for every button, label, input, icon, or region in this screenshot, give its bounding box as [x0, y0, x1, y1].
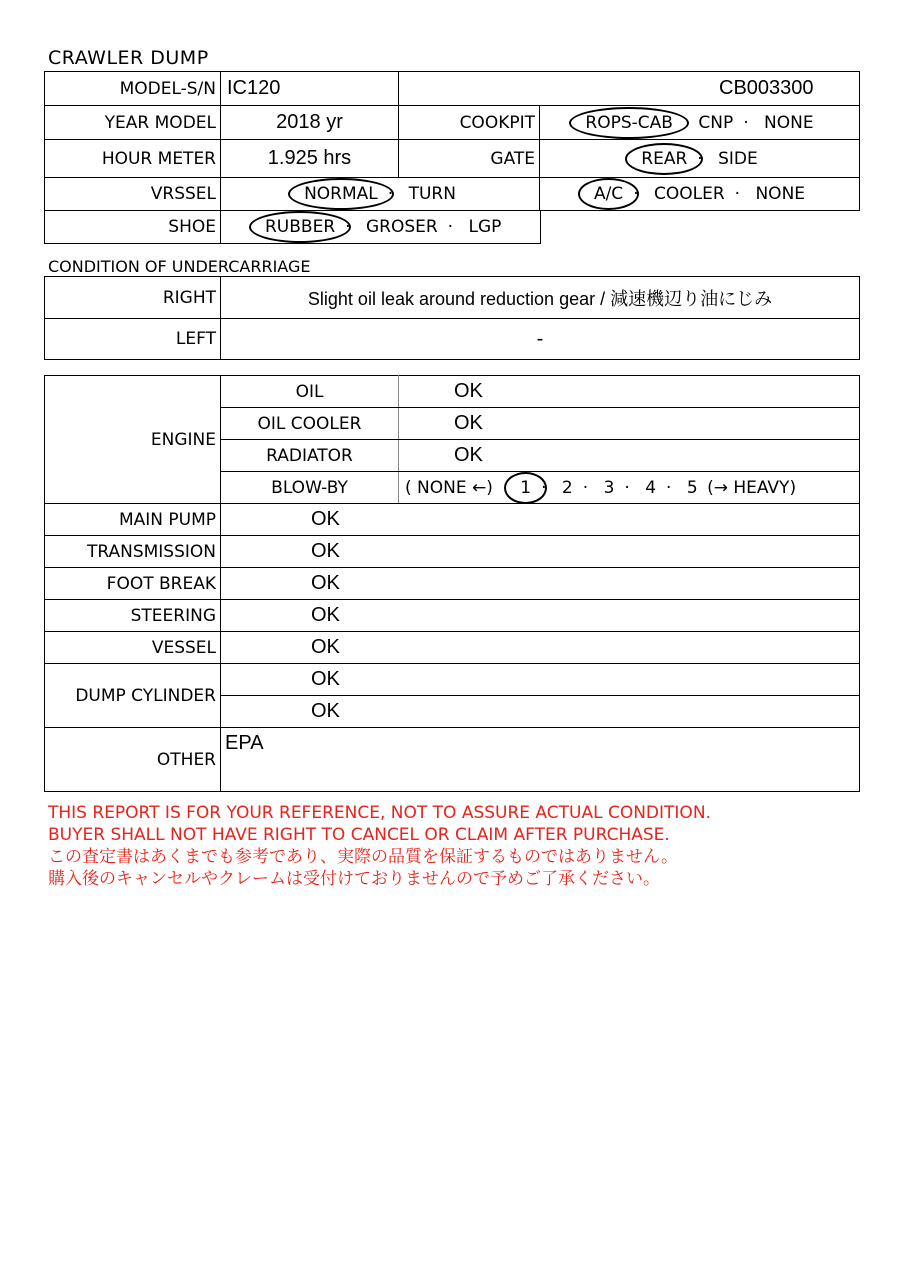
serial-value: CB003300 — [399, 72, 860, 106]
year-value: 2018 yr — [221, 106, 399, 140]
aircon-option-selected: A/C — [590, 184, 627, 204]
cockpit-option: NONE — [764, 112, 814, 133]
blowby-left: ( NONE ←) — [405, 477, 493, 498]
other-label: OTHER — [45, 728, 221, 792]
other-value: EPA — [221, 728, 860, 792]
cockpit-option-selected: ROPS-CAB — [581, 113, 677, 133]
inspection-table — [44, 375, 860, 792]
vessel-value: OK — [221, 632, 860, 664]
engine-label: ENGINE — [45, 376, 221, 504]
disclaimer-line: BUYER SHALL NOT HAVE RIGHT TO CANCEL OR CLAIM AFTER PURCHASE. — [48, 825, 670, 845]
aircon-option: NONE — [755, 184, 806, 204]
shoe-option: GROSER — [365, 217, 438, 237]
disclaimer-line: THIS REPORT IS FOR YOUR REFERENCE, NOT TO ASSURE ACTUAL CONDITION. — [48, 803, 711, 823]
aircon-option: COOLER — [654, 184, 725, 204]
cockpit-label: COOKPIT — [399, 106, 540, 140]
hour-meter-value: 1.925 hrs — [221, 140, 399, 178]
blowby-label: BLOW-BY — [221, 472, 399, 504]
model-label: MODEL-S/N — [45, 72, 221, 106]
report-title: CRAWLER DUMP — [48, 47, 209, 69]
shoe-option: LGP — [468, 217, 502, 237]
vessel-label: VESSEL — [45, 632, 221, 664]
steering-value: OK — [221, 600, 860, 632]
gate-options: REAR · SIDE — [540, 140, 860, 178]
oil-cooler-value: OK — [399, 408, 860, 440]
oil-label: OIL — [221, 376, 399, 408]
shoe-label: SHOE — [45, 211, 221, 244]
foot-break-label: FOOT BREAK — [45, 568, 221, 600]
oil-value: OK — [399, 376, 860, 408]
left-value: - — [221, 319, 860, 360]
cockpit-options: ROPS-CAB CNP · NONE — [540, 106, 860, 140]
vessel-type-label: VRSSEL — [45, 178, 221, 211]
disclaimer-line: この査定書はあくまでも参考であり、実際の品質を保証するものではありません。 — [48, 847, 679, 867]
machine-info-table — [44, 71, 860, 211]
right-value: Slight oil leak around reduction gear / 減速機辺り油にじみ — [221, 277, 860, 319]
left-label: LEFT — [45, 319, 221, 360]
blowby-scale: ( NONE ←) 1 · 2 · 3 · 4 · 5 (→ HEAVY) — [399, 472, 860, 504]
vessel-type-option-selected: NORMAL — [300, 184, 382, 204]
radiator-label: RADIATOR — [221, 440, 399, 472]
disclaimer-line: 購入後のキャンセルやクレームは受付けておりませんので予めご了承ください。 — [48, 869, 660, 889]
main-pump-label: MAIN PUMP — [45, 504, 221, 536]
vessel-type-options: NORMAL · TURN — [221, 178, 540, 211]
gate-option: SIDE — [718, 148, 758, 169]
blowby-level: 4 — [645, 477, 657, 498]
shoe-table — [44, 210, 541, 244]
cockpit-option: CNP — [698, 112, 734, 133]
dump-cylinder-value-1: OK — [221, 664, 860, 696]
undercarriage-table — [44, 276, 860, 360]
model-value: IC120 — [221, 72, 399, 106]
shoe-options: RUBBER · GROSER · LGP — [221, 211, 541, 244]
radiator-value: OK — [399, 440, 860, 472]
gate-label: GATE — [399, 140, 540, 178]
blowby-level: 2 — [561, 477, 573, 498]
shoe-option-selected: RUBBER — [261, 217, 339, 237]
hour-meter-label: HOUR METER — [45, 140, 221, 178]
foot-break-value: OK — [221, 568, 860, 600]
dump-cylinder-value-2: OK — [221, 696, 860, 728]
right-label: RIGHT — [45, 277, 221, 319]
undercarriage-heading: CONDITION OF UNDERCARRIAGE — [48, 257, 311, 276]
aircon-options: A/C · COOLER · NONE — [540, 178, 860, 211]
transmission-value: OK — [221, 536, 860, 568]
blowby-level: 5 — [686, 477, 698, 498]
vessel-type-option: TURN — [408, 184, 456, 204]
oil-cooler-label: OIL COOLER — [221, 408, 399, 440]
gate-option-selected: REAR — [637, 149, 691, 169]
blowby-level: 3 — [603, 477, 615, 498]
main-pump-value: OK — [221, 504, 860, 536]
year-label: YEAR MODEL — [45, 106, 221, 140]
dump-cylinder-label: DUMP CYLINDER — [45, 664, 221, 728]
transmission-label: TRANSMISSION — [45, 536, 221, 568]
disclaimer — [48, 802, 711, 890]
steering-label: STEERING — [45, 600, 221, 632]
blowby-level-selected: 1 — [516, 478, 535, 498]
blowby-right: (→ HEAVY) — [707, 477, 797, 498]
